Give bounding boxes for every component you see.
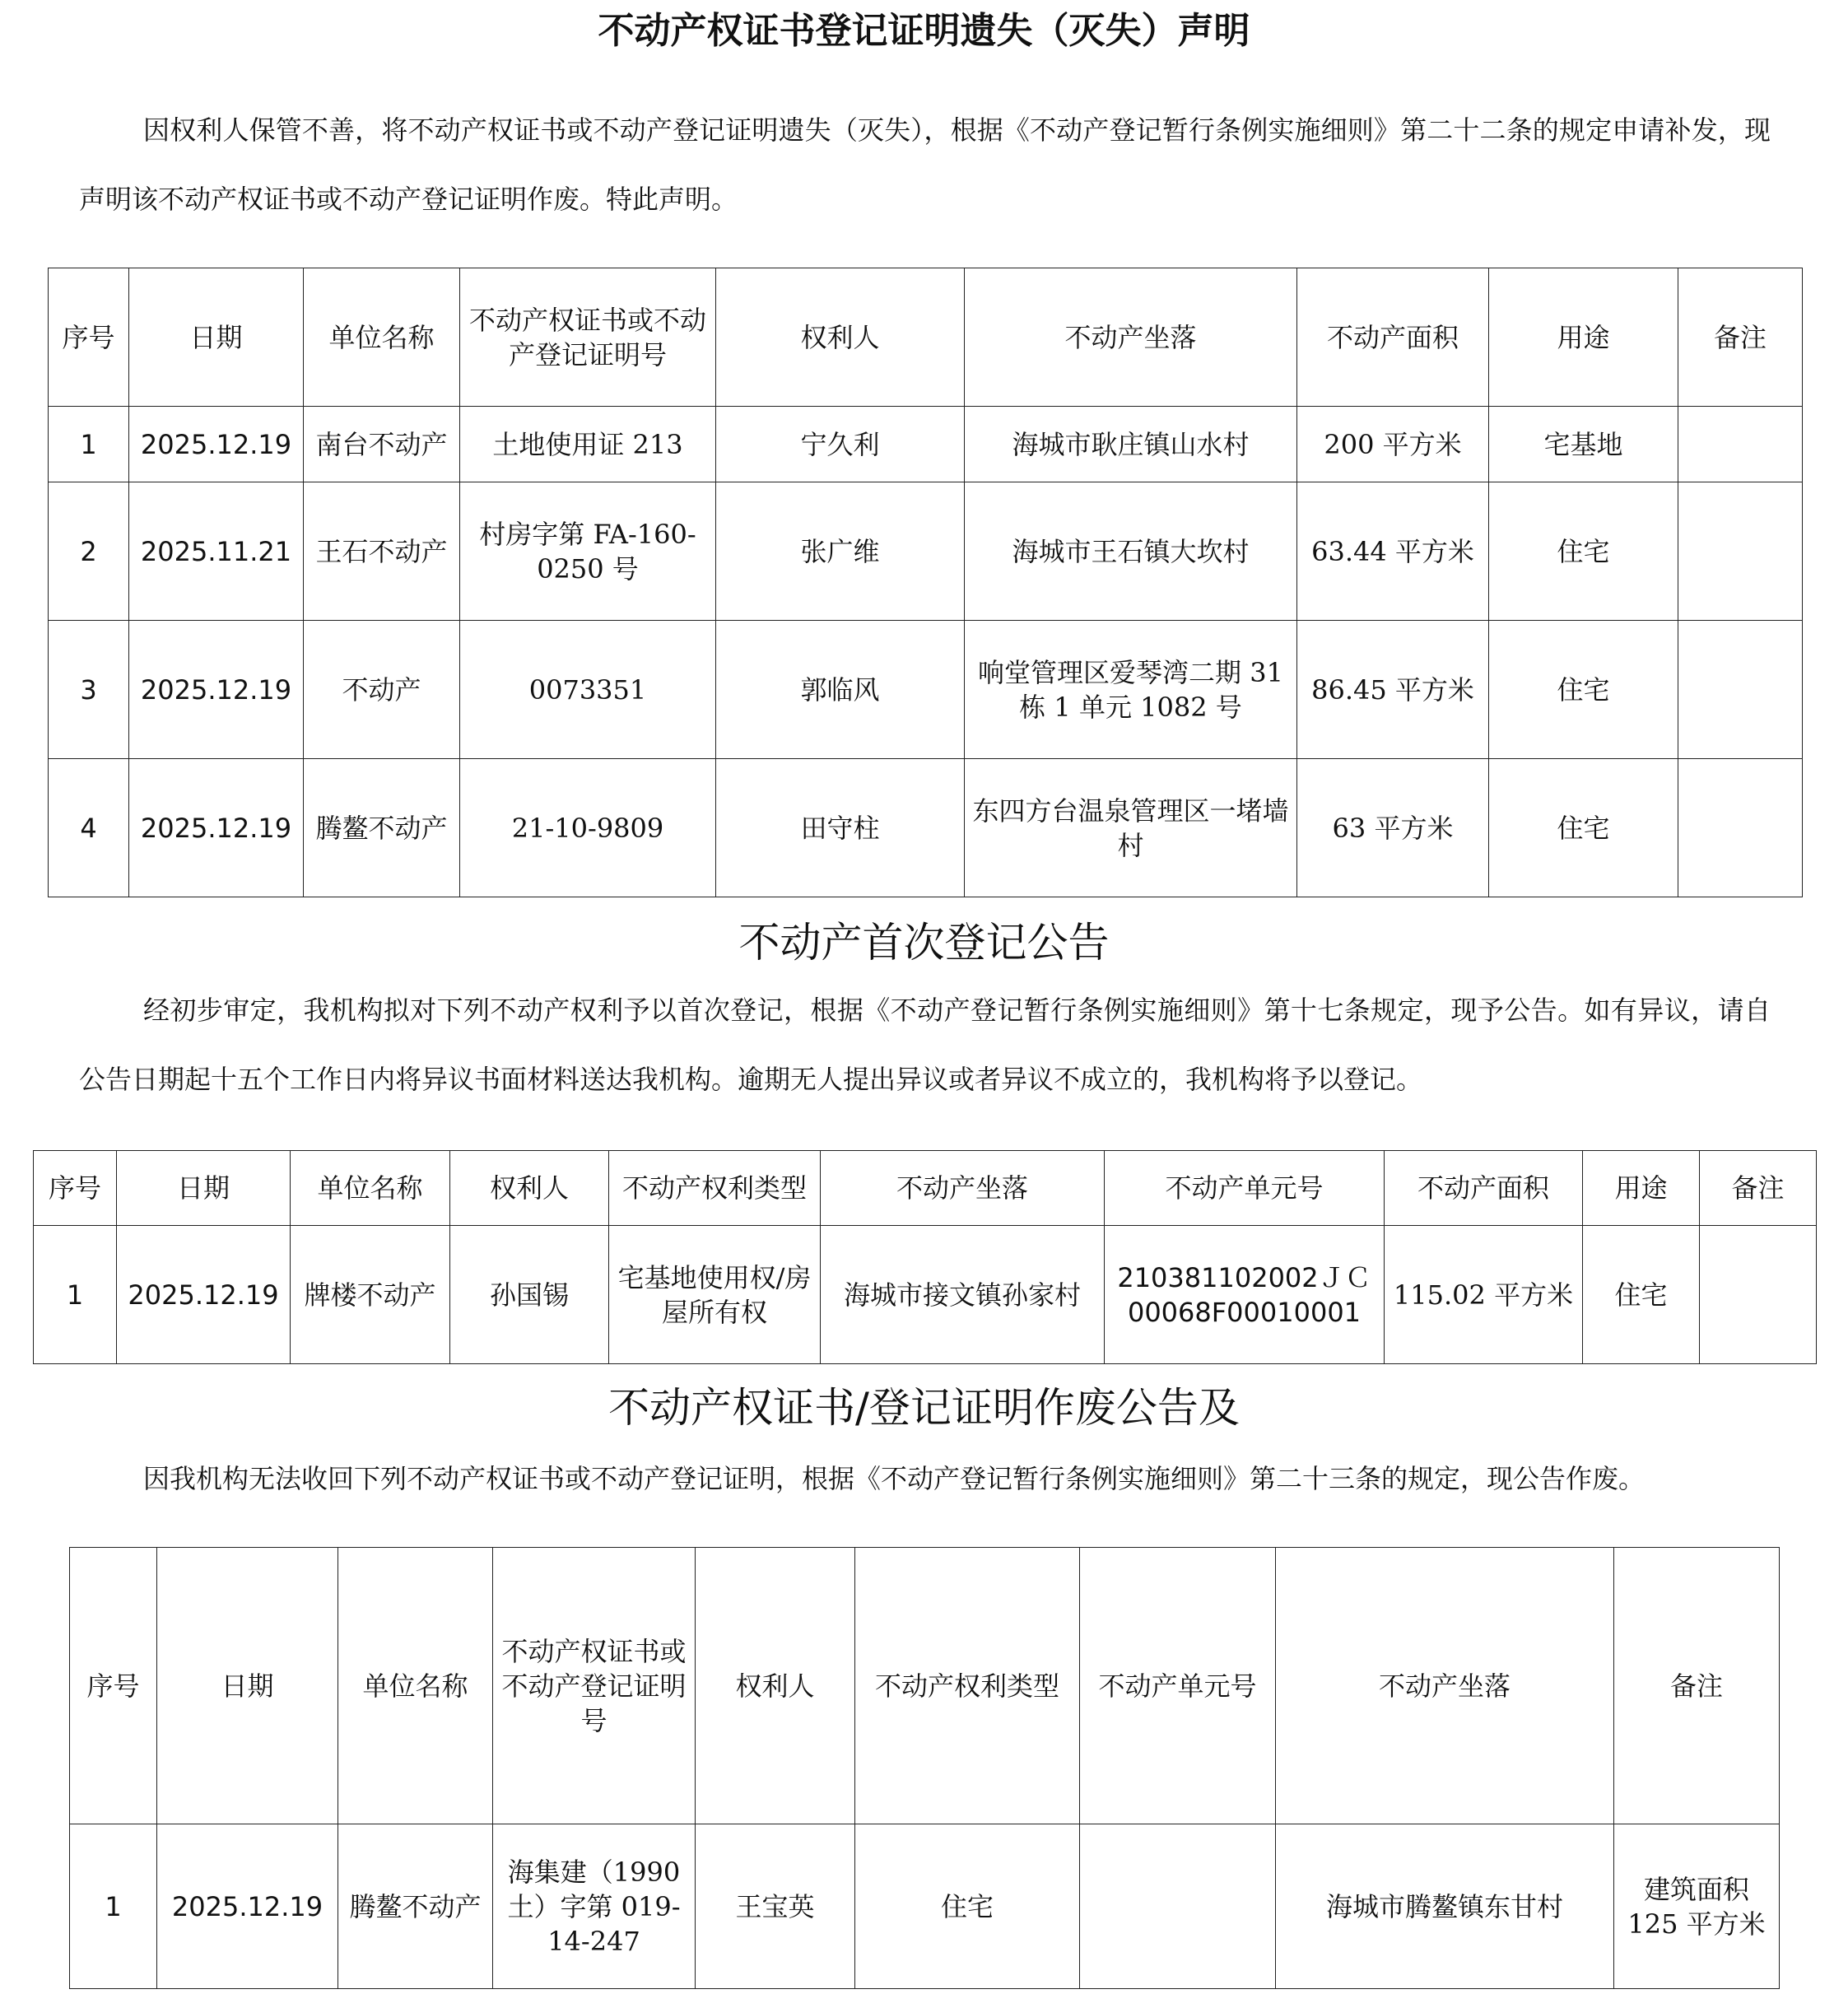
header-cell: 权利人: [696, 1548, 855, 1824]
row-location: 响堂管理区爱琴湾二期 31 栋 1 单元 1082 号: [965, 621, 1297, 759]
row-unit-no: [1080, 1824, 1276, 1989]
row-cert: 海集建（1990土）字第 019-14-247: [493, 1824, 696, 1989]
header-cell: 权利人: [450, 1151, 609, 1226]
row-area: 115.02 平方米: [1385, 1226, 1583, 1364]
row-unit: 不动产: [304, 621, 460, 759]
loss-statement-table: [48, 268, 1803, 897]
row-cert: 土地使用证 213: [460, 407, 716, 482]
row-owner: 王宝英: [696, 1824, 855, 1989]
header-cell: 备注: [1614, 1548, 1780, 1824]
table-row: [49, 759, 1803, 897]
row-area: 63 平方米: [1297, 759, 1489, 897]
row-use: 住宅: [1489, 621, 1678, 759]
header-cell: 日期: [129, 268, 304, 407]
row-unit: 腾鳌不动产: [304, 759, 460, 897]
header-cell: 序号: [34, 1151, 117, 1226]
row-date: 2025.12.19: [129, 621, 304, 759]
header-cell: 用途: [1583, 1151, 1700, 1226]
header-cell: 不动产权利类型: [855, 1548, 1080, 1824]
table-row: [49, 482, 1803, 621]
row-unit-no: 210381102002ＪＣ00068F00010001: [1105, 1226, 1385, 1364]
row-date: 2025.12.19: [129, 759, 304, 897]
row-remark: [1678, 407, 1803, 482]
row-no: 1: [34, 1226, 117, 1364]
row-area: 86.45 平方米: [1297, 621, 1489, 759]
header-cell: 序号: [70, 1548, 157, 1824]
row-date: 2025.12.19: [129, 407, 304, 482]
row-unit: 牌楼不动产: [291, 1226, 450, 1364]
row-location: 海城市耿庄镇山水村: [965, 407, 1297, 482]
header-cell: 不动产权证书或不动产登记证明号: [460, 268, 716, 407]
row-owner: 孙国锡: [450, 1226, 609, 1364]
header-cell: 不动产权利类型: [609, 1151, 821, 1226]
header-cell: 单位名称: [338, 1548, 493, 1824]
header-cell: 序号: [49, 268, 129, 407]
row-unit: 南台不动产: [304, 407, 460, 482]
row-remark: [1678, 621, 1803, 759]
row-no: 2: [49, 482, 129, 621]
row-remark: 建筑面积 125 平方米: [1614, 1824, 1780, 1989]
row-remark: [1700, 1226, 1817, 1364]
row-use: 宅基地: [1489, 407, 1678, 482]
row-location: 海城市腾鳌镇东甘村: [1276, 1824, 1614, 1989]
header-cell: 不动产权证书或不动产登记证明号: [493, 1548, 696, 1824]
header-cell: 不动产面积: [1385, 1151, 1583, 1226]
header-cell: 备注: [1700, 1151, 1817, 1226]
row-use: 住宅: [1583, 1226, 1700, 1364]
table-row: [34, 1226, 1817, 1364]
header-cell: 日期: [117, 1151, 291, 1226]
row-unit: 腾鳌不动产: [338, 1824, 493, 1989]
loss-statement-paragraph: 因权利人保管不善，将不动产权证书或不动产登记证明遗失（灭失），根据《不动产登记暂行条例实施细则》第二十二条的规定申请补发，现声明该不动产权证书或不动产登记证明作废。特此声明。: [79, 114, 1771, 215]
row-date: 2025.12.19: [117, 1226, 291, 1364]
row-right-type: 住宅: [855, 1824, 1080, 1989]
table-header-row: [49, 268, 1803, 407]
row-location: 东四方台温泉管理区一堵墙村: [965, 759, 1297, 897]
first-registration-table: [33, 1150, 1817, 1364]
header-cell: 备注: [1678, 268, 1803, 407]
table-row: [49, 407, 1803, 482]
row-no: 3: [49, 621, 129, 759]
row-date: 2025.12.19: [157, 1824, 338, 1989]
row-cert: 0073351: [460, 621, 716, 759]
row-no: 4: [49, 759, 129, 897]
loss-statement-title: 不动产权证书登记证明遗失（灭失）声明: [598, 10, 1250, 52]
void-notice-title: 不动产权证书/登记证明作废公告及: [608, 1384, 1240, 1432]
header-cell: 不动产面积: [1297, 268, 1489, 407]
row-no: 1: [49, 407, 129, 482]
row-cert: 21-10-9809: [460, 759, 716, 897]
row-cert: 村房字第 FA-160-0250 号: [460, 482, 716, 621]
row-owner: 田守柱: [716, 759, 965, 897]
first-registration-paragraph: 经初步审定，我机构拟对下列不动产权利予以首次登记，根据《不动产登记暂行条例实施细则》第十七条规定，现予公告。如有异议，请自公告日期起十五个工作日内将异议书面材料送达我机构。逾期无人提出异议或者异议不成立的，我机构将予以登记。: [79, 995, 1771, 1095]
row-no: 1: [70, 1824, 157, 1989]
void-notice-paragraph: 因我机构无法收回下列不动产权证书或不动产登记证明，根据《不动产登记暂行条例实施细则》第二十三条的规定，现公告作废。: [143, 1463, 1646, 1494]
header-cell: 日期: [157, 1548, 338, 1824]
row-date: 2025.11.21: [129, 482, 304, 621]
row-right-type: 宅基地使用权/房屋所有权: [609, 1226, 821, 1364]
header-cell: 权利人: [716, 268, 965, 407]
header-cell: 不动产坐落: [821, 1151, 1105, 1226]
header-cell: 不动产单元号: [1080, 1548, 1276, 1824]
header-cell: 单位名称: [304, 268, 460, 407]
header-cell: 不动产坐落: [1276, 1548, 1614, 1824]
table-row: [49, 621, 1803, 759]
header-cell: 单位名称: [291, 1151, 450, 1226]
header-cell: 用途: [1489, 268, 1678, 407]
row-remark: [1678, 759, 1803, 897]
header-cell: 不动产单元号: [1105, 1151, 1385, 1226]
table-row: [70, 1824, 1780, 1989]
row-owner: 张广维: [716, 482, 965, 621]
row-use: 住宅: [1489, 482, 1678, 621]
table-header-row: [34, 1151, 1817, 1226]
row-owner: 郭临风: [716, 621, 965, 759]
row-location: 海城市王石镇大坎村: [965, 482, 1297, 621]
header-cell: 不动产坐落: [965, 268, 1297, 407]
first-registration-title: 不动产首次登记公告: [738, 919, 1110, 967]
row-area: 63.44 平方米: [1297, 482, 1489, 621]
row-use: 住宅: [1489, 759, 1678, 897]
row-area: 200 平方米: [1297, 407, 1489, 482]
row-owner: 宁久利: [716, 407, 965, 482]
row-remark: [1678, 482, 1803, 621]
row-location: 海城市接文镇孙家村: [821, 1226, 1105, 1364]
void-notice-table: [69, 1547, 1780, 1989]
table-header-row: [70, 1548, 1780, 1824]
row-unit: 王石不动产: [304, 482, 460, 621]
